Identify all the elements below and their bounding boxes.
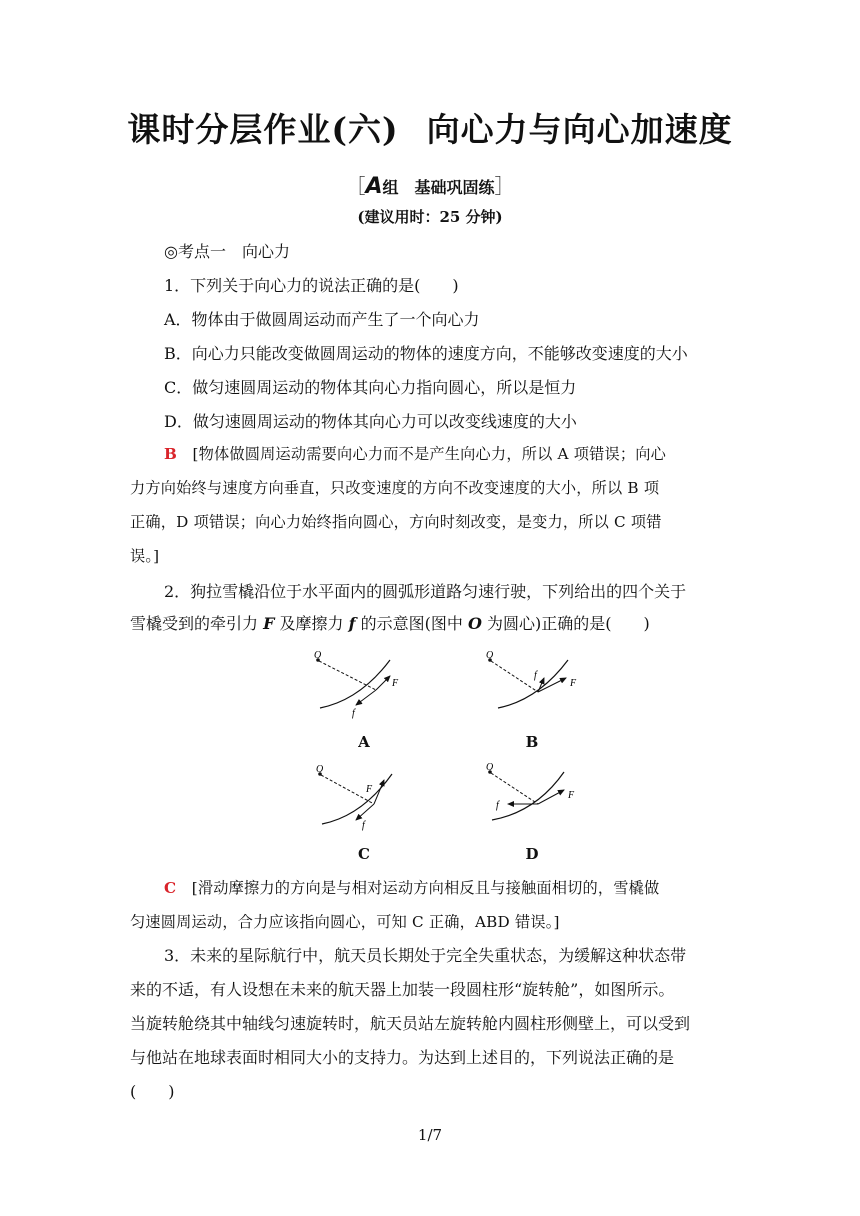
- figure-d: [480, 760, 590, 840]
- q1-explanation-2: 力方向始终与速度方向垂直，只改变速度的方向不改变速度的大小，所以 B 项: [130, 479, 660, 497]
- svg-text:F: F: [570, 678, 577, 689]
- time-note: (建议用时：25 分钟): [357, 208, 503, 226]
- q1-option-c: C．做匀速圆周运动的物体其向心力指向圆心，所以是恒力: [164, 378, 577, 397]
- q1-option-a: A．物体由于做圆周运动而产生了一个向心力: [164, 310, 480, 329]
- title-main: 课时分层作业(六): [127, 110, 399, 149]
- svg-text:O: O: [316, 764, 324, 775]
- figure-label-d: D: [525, 845, 539, 863]
- svg-text:O: O: [486, 762, 494, 773]
- group-text: 组 基础巩固练: [382, 178, 495, 197]
- figure-a: [310, 648, 420, 728]
- svg-text:f: f: [496, 800, 499, 811]
- q2-answer: C: [164, 879, 177, 897]
- q3-line-5: ( ): [130, 1082, 175, 1101]
- q3-line-3: 当旋转舱绕其中轴线匀速旋转时，航天员站左旋转舱内圆柱形侧壁上，可以受到: [130, 1014, 691, 1033]
- page-title: [0, 104, 860, 151]
- figure-label-c: C: [358, 845, 370, 863]
- svg-text:f: f: [534, 670, 537, 681]
- svg-text:F: F: [392, 678, 399, 689]
- q1-stem: 1．下列关于向心力的说法正确的是( ): [164, 276, 459, 295]
- q1-explanation-3: 正确，D 项错误；向心力始终指向圆心，方向时刻改变，是变力，所以 C 项错: [130, 513, 662, 531]
- figure-label-a: A: [358, 733, 370, 751]
- title-sub: 向心力与向心加速度: [426, 110, 733, 149]
- svg-text:f: f: [362, 820, 365, 831]
- q1-option-d: D．做匀速圆周运动的物体其向心力可以改变线速度的大小: [164, 412, 577, 431]
- q2-stem-1: 2．狗拉雪橇沿位于水平面内的圆弧形道路匀速行驶，下列给出的四个关于: [164, 582, 687, 601]
- q2-stem-2: 雪橇受到的牵引力 F 及摩擦力 f 的示意图(图中 O 为圆心)正确的是( ): [130, 614, 650, 633]
- figure-label-b: B: [525, 733, 539, 751]
- q1-option-b: B．向心力只能改变做圆周运动的物体的速度方向，不能够改变速度的大小: [164, 344, 688, 363]
- page-number: 1/7: [417, 1126, 443, 1144]
- q3-line-1: 3．未来的星际航行中，航天员长期处于完全失重状态，为缓解这种状态带: [164, 946, 687, 965]
- group-letter: A: [365, 174, 383, 199]
- group-tag: ［A组 基础巩固练］: [345, 174, 515, 199]
- svg-text:F: F: [568, 790, 575, 801]
- svg-text:f: f: [352, 708, 355, 719]
- figure-b: [480, 648, 590, 728]
- svg-text:F: F: [366, 784, 373, 795]
- q2-explanation-1: C [滑动摩擦力的方向是与相对运动方向相反且与接触面相切的，雪橇做: [164, 879, 660, 897]
- q2-explanation-2: 匀速圆周运动，合力应该指向圆心，可知 C 正确，ABD 错误。]: [130, 913, 560, 931]
- q3-line-2: 来的不适，有人设想在未来的航天器上加装一段圆柱形“旋转舱”，如图所示。: [130, 980, 675, 999]
- q1-explanation-4: 误。]: [130, 547, 160, 565]
- q1-explanation-1: B [物体做圆周运动需要向心力而不是产生向心力，所以 A 项错误；向心: [164, 445, 667, 463]
- svg-text:O: O: [486, 650, 494, 661]
- q3-line-4: 与他站在地球表面时相同大小的支持力。为达到上述目的，下列说法正确的是: [130, 1048, 675, 1067]
- q1-answer: B: [164, 445, 178, 463]
- section-heading: ◎考点一 向心力: [164, 242, 290, 261]
- figure-c: [310, 760, 420, 840]
- svg-text:O: O: [314, 650, 322, 661]
